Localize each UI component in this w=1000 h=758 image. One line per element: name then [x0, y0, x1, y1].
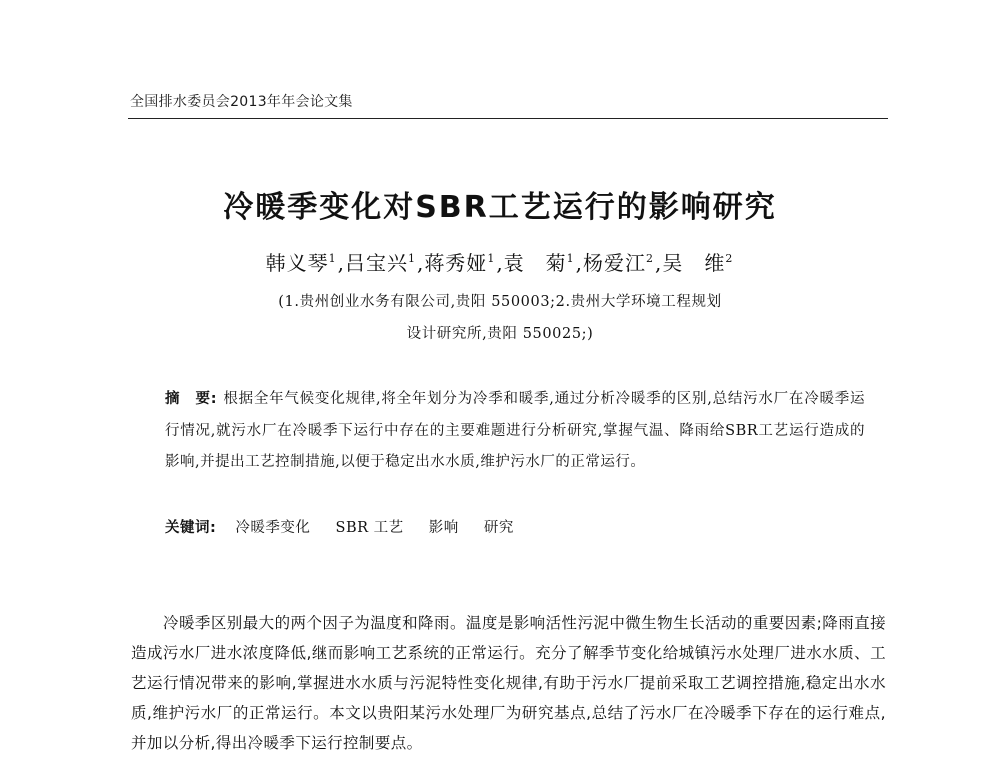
- paper-title: 冷暖季变化对SBR工艺运行的影响研究: [223, 190, 777, 225]
- keyword: 影响: [428, 520, 459, 536]
- running-head: 全国排水委员会2013年年会论文集: [130, 94, 353, 110]
- keywords-label: 关键词:: [165, 520, 217, 536]
- author-name: 袁 菊: [503, 251, 567, 275]
- affiliation-line-2: 设计研究所,贵阳 550025;): [406, 326, 594, 342]
- header-rule: [128, 118, 888, 119]
- author-affil-mark: 1: [328, 252, 337, 265]
- author-affil-mark: 2: [725, 252, 734, 265]
- author-affil-mark: 2: [646, 252, 655, 265]
- author-affil-mark: 1: [407, 252, 416, 265]
- abstract-text: 根据全年气候变化规律,将全年划分为冷季和暖季,通过分析冷暖季的区别,总结污水厂在冷暖季运行情况,就污水厂在冷暖季下运行中存在的主要难题进行分析研究,掌握气温、降雨给SBR工艺运行造成的影响,并提出工艺控制措施,以便于稳定出水水质,维护污水厂的正常运行。: [165, 391, 865, 470]
- keywords: [165, 516, 865, 537]
- affiliation-line-1: (1.贵州创业水务有限公司,贵阳 550003;2.贵州大学环境工程规划: [278, 294, 722, 310]
- keyword: 研究: [483, 520, 514, 536]
- author-name: 吴 维: [662, 251, 726, 275]
- keyword: SBR 工艺: [335, 520, 404, 536]
- keyword: 冷暖季变化: [235, 520, 311, 536]
- abstract: [165, 384, 865, 479]
- author-name: 蒋秀娅: [424, 251, 488, 275]
- body-paragraph: 冷暖季区别最大的两个因子为温度和降雨。温度是影响活性污泥中微生物生长活动的重要因素;降雨直接造成污水厂进水浓度降低,继而影响工艺系统的正常运行。充分了解季节变化给城镇污水处理厂进水水质、工艺运行情况带来的影响,掌握进水水质与污泥特性变化规律,有助于污水厂提前采取工艺调控措施,稳定出水水质,维护污水厂的正常运行。本文以贵阳某污水处理厂为研究基点,总结了污水厂在冷暖季下存在的运行难点,并加以分析,得出冷暖季下运行控制要点。: [131, 614, 886, 752]
- author-name: 杨爱江: [583, 251, 647, 275]
- author-affil-mark: 1: [566, 252, 575, 265]
- author-name: 吕宝兴: [344, 251, 408, 275]
- author-name: 韩义琴: [265, 251, 329, 275]
- author-affil-mark: 1: [487, 252, 496, 265]
- abstract-label: 摘 要:: [165, 391, 218, 407]
- author-list: 韩义琴$^1$,吕宝兴$^1$,蒋秀娅$^1$,袁 菊$^1$,杨爱江$^2$,吴 维$^2$: [265, 251, 734, 275]
